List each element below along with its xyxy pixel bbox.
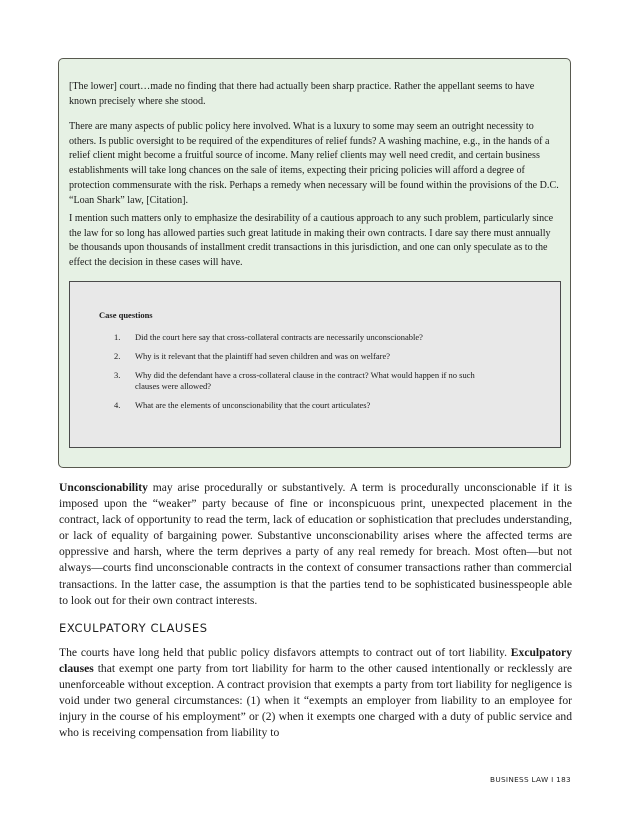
case-question-text: Why did the defendant have a cross-collateral clause in the contract? What would happen if no such clauses were allowed? bbox=[135, 369, 475, 392]
exculpatory-term: Exculpatory clauses bbox=[59, 646, 572, 676]
section-heading-exculpatory: EXCULPATORY CLAUSES bbox=[59, 621, 208, 635]
exculpatory-paragraph bbox=[59, 645, 572, 742]
unconscionability-paragraph bbox=[59, 480, 572, 609]
case-question bbox=[114, 351, 494, 363]
case-questions-list bbox=[114, 332, 494, 419]
case-question-text: Why is it relevant that the plaintiff had seven children and was on welfare? bbox=[135, 350, 390, 361]
case-question-text: Did the court here say that cross-collateral contracts are necessarily unconscionable? bbox=[135, 332, 423, 342]
case-questions-title: Case questions bbox=[99, 310, 153, 320]
unconscionability-text: may arise procedurally or substantively. A term is procedurally unconscionable if it is imposed upon the “weaker” party because of fine or inconspicuous print, unexpected placement in the contract, lack of opportunity to read the term, lack of education or sophistication that precludes understanding, or lack of equality of bargaining power. Substantive unconscionability arises where the affected terms are oppressive and harsh, where the term deprives a party of any real remedy for breach. Most often—but not always—courts find unconscionable contracts in the context of consumer transactions rather than commercial transactions. In the latter case, the assumption is that the parties tend to be sophisticated businesspeople able to look out for their own contract interests. bbox=[59, 481, 572, 607]
excerpt-paragraph-2: There are many aspects of public policy here involved. What is a luxury to some may seem an outright necessity to others. Is public oversight to be required of the expenditures of relief funds? A washing machine, e.g., in the hands of a relief client might become a fruitful source of income. Many relief clients may well need credit, and certain business establishments will take long chances on the sale of items, expecting their pricing policies will afford a degree of protection commensurate with the risk. Perhaps a remedy when necessary will be found within the provisions of the D.C. “Loan Shark” law, [Citation]. bbox=[69, 121, 559, 206]
exculpatory-text-after: that exempt one party from tort liability for harm to the other caused intentionally or recklessly are unenforceable without exception. A contract provision that exempts a party from tort liability for negligence is void under two general circumstances: (1) when it “exempts an employer from liability to an employee for injury in the course of his employment” or (2) when it exempts one charged with a duty of public service and who is receiving compensation from liability to bbox=[59, 662, 572, 740]
case-question bbox=[114, 370, 494, 394]
case-question-number: 3. bbox=[114, 369, 121, 380]
excerpt-paragraph-1: [The lower] court…made no finding that there had actually been sharp practice. Rather the appellant seems to have known precisely where she stood. bbox=[69, 81, 535, 107]
excerpt-paragraph-3: I mention such matters only to emphasize the desirability of a cautious approach to any such problem, particularly since the law for so long has allowed parties such great latitude in making their own contracts. I dare say there must annually be thousands upon thousands of installment credit transactions in this jurisdiction, and one can only speculate as to the effect the decision in these cases will have. bbox=[69, 213, 554, 269]
page-footer: BUSINESS LAW I 183 bbox=[490, 775, 571, 784]
case-questions-box bbox=[69, 281, 561, 448]
exculpatory-text-before: The courts have long held that public policy disfavors attempts to contract out of tort liability. bbox=[59, 646, 511, 659]
case-question-text: What are the elements of unconscionability that the court articulates? bbox=[135, 400, 371, 411]
case-question bbox=[114, 400, 494, 412]
case-question-number: 2. bbox=[114, 350, 121, 361]
case-question bbox=[114, 332, 494, 344]
unconscionability-term: Unconscionability bbox=[59, 481, 148, 494]
case-question-number: 4. bbox=[114, 400, 121, 411]
case-question-number: 1. bbox=[114, 332, 121, 342]
